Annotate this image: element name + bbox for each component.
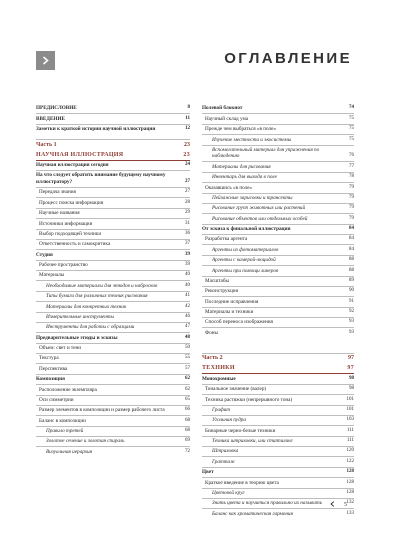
toc-entry[interactable] (36, 385, 190, 395)
toc-entry[interactable] (36, 261, 190, 271)
toc-entry-title: Граттаж (212, 458, 235, 465)
toc-entry-title: ПРЕДИСЛОВИЕ (36, 105, 77, 112)
toc-entry-page: 79 (349, 184, 354, 190)
toc-entry-title: Последние исправления (205, 298, 259, 305)
toc-entry-title: Штриховка (212, 448, 239, 455)
toc-entry[interactable] (36, 344, 190, 354)
toc-left-column (36, 104, 190, 457)
page-title: ОГЛАВЛЕНИЕ (224, 50, 352, 67)
toc-entry-title: Перспектива (39, 365, 68, 372)
toc-entry-page: 47 (185, 324, 190, 330)
toc-entry[interactable] (36, 375, 190, 385)
chapter-tab (36, 51, 55, 70)
toc-entry[interactable] (36, 219, 190, 229)
toc-entry[interactable] (202, 146, 354, 163)
toc-entry[interactable] (36, 114, 190, 124)
toc-entry-title: Монохромные (202, 375, 236, 382)
toc-entry-title: Баланс в композиции (39, 417, 86, 424)
toc-entry-page: 23 (183, 151, 190, 158)
toc-entry[interactable] (36, 104, 190, 114)
toc-entry-title: От эскиза к финальной иллюстрации (202, 226, 291, 233)
toc-entry-page: 68 (185, 428, 190, 434)
toc-entry-title: Визуальная иерархия (46, 448, 93, 455)
toc-entry-title: Материалы для конкретных техник (46, 303, 127, 310)
toc-entry[interactable] (202, 235, 354, 245)
toc-entry-page: 84 (349, 246, 354, 252)
toc-entry-title: Аргенты из фотоматериалов (212, 246, 279, 253)
toc-entry[interactable] (36, 437, 190, 447)
toc-entry-page: 92 (349, 309, 354, 315)
toc-entry-title: Научные названия (39, 210, 80, 217)
toc-part-heading[interactable] (36, 150, 190, 161)
toc-entry[interactable] (202, 328, 354, 337)
toc-entry[interactable] (202, 104, 354, 114)
toc-entry-title: Текстура (39, 355, 59, 362)
toc-entry-page: 79 (349, 215, 354, 221)
toc-entry[interactable] (202, 308, 354, 318)
toc-entry-page: 29 (185, 210, 190, 216)
toc-entry-title: Заметки к краткой истории научной иллюстрации (36, 126, 156, 133)
toc-entry[interactable] (36, 364, 190, 374)
toc-entry[interactable] (36, 416, 190, 426)
toc-entry[interactable] (202, 509, 354, 518)
toc-entry-page: 46 (185, 313, 190, 319)
toc-entry-title: Масштабы (205, 277, 229, 284)
toc-part-heading[interactable] (202, 353, 354, 364)
toc-entry-page: 39 (185, 262, 190, 268)
toc-part-heading[interactable] (36, 139, 190, 150)
toc-entry-title: Реконструкция (205, 288, 238, 295)
toc-entry[interactable] (36, 323, 190, 333)
toc-entry-page: 97 (347, 365, 354, 372)
toc-entry[interactable] (36, 281, 190, 291)
toc-entry-page: 77 (349, 163, 354, 169)
toc-entry[interactable] (202, 277, 354, 287)
toc-entry-title: Аргенты с камерой-люцидой (212, 257, 276, 264)
toc-entry-page: 91 (349, 298, 354, 304)
toc-entry-page: 79 (349, 194, 354, 200)
toc-entry-page: 75 (349, 115, 354, 121)
toc-entry[interactable] (202, 457, 354, 467)
toc-entry[interactable] (202, 114, 354, 124)
toc-entry[interactable] (202, 426, 354, 436)
toc-entry[interactable] (202, 125, 354, 135)
toc-entry-page: 42 (185, 303, 190, 309)
toc-entry-title: Техника растяжки (непрерывного тона) (205, 396, 293, 403)
toc-entry[interactable] (202, 374, 354, 384)
toc-entry[interactable] (202, 297, 354, 307)
toc-entry-page: 39 (185, 251, 190, 257)
toc-entry[interactable] (36, 302, 190, 312)
toc-entry-page: 62 (185, 376, 190, 382)
toc-entry-page: 76 (349, 153, 354, 159)
toc-entry-title: Необходимые материалы для этюдов и набросков (46, 282, 158, 289)
toc-entry-title: Вспомогательный материал для упражнения по наблюдению (212, 146, 320, 160)
toc-entry-page: 93 (349, 319, 354, 325)
toc-entry[interactable] (36, 333, 190, 343)
toc-entry[interactable] (36, 427, 190, 437)
toc-entry-title: Полевой блокнот (202, 105, 243, 112)
toc-entry[interactable] (202, 266, 354, 276)
toc-entry-title: Золотое сечение и золотая спираль (46, 438, 125, 445)
toc-entry-title: Рабочее пространство (39, 262, 88, 269)
toc-entry[interactable] (36, 209, 190, 219)
toc-entry-page: 65 (185, 396, 190, 402)
toc-entry-title: Часть 2 (202, 355, 223, 362)
toc-entry[interactable] (202, 395, 354, 405)
toc-entry[interactable] (36, 406, 190, 416)
toc-entry-title: Научный склад ума (205, 115, 249, 122)
toc-entry-title: Инвентарь для выхода в поле (212, 174, 277, 181)
toc-entry-title: Источники информации (39, 220, 93, 227)
toc-entry-title: Передача знания (39, 189, 76, 196)
toc-entry-title: Объем: свет и тени (39, 345, 82, 352)
toc-entry-page: 37 (185, 241, 190, 247)
toc-entry-title: ВВЕДЕНИЕ (36, 115, 65, 122)
toc-entry-title: НАУЧНАЯ ИЛЛЮСТРАЦИЯ (36, 151, 124, 158)
toc-entry-page: 111 (346, 438, 354, 444)
toc-entry-title: Правило третей (46, 428, 84, 435)
toc-entry-title: Материалы и техники (205, 309, 254, 316)
toc-entry-page: 55 (185, 355, 190, 361)
toc-entry[interactable] (202, 204, 354, 214)
toc-entry-page: 28 (185, 199, 190, 205)
toc-entry[interactable] (36, 271, 190, 281)
toc-entry[interactable] (202, 287, 354, 297)
toc-entry-page: 57 (185, 365, 190, 371)
toc-entry-title: Ответственность и самокритика (39, 241, 111, 248)
toc-entry-title: Изучение местности и экосистемы (212, 136, 292, 143)
toc-entry-page: 88 (349, 257, 354, 263)
toc-entry-page: 103 (346, 417, 354, 423)
toc-entry-page: 75 (349, 126, 354, 132)
toc-entry[interactable] (36, 240, 190, 250)
toc-entry[interactable] (36, 447, 190, 456)
arrow-right-icon (41, 52, 50, 70)
toc-entry-page: 132 (346, 500, 354, 506)
toc-entry-page: 24 (185, 162, 190, 168)
toc-entry-title: Рисование объектов или отдельных особей (212, 215, 308, 222)
toc-entry-page: 27 (185, 179, 190, 185)
toc-entry-page: 50 (185, 345, 190, 351)
toc-entry-page: 97 (348, 355, 354, 362)
toc-entry-title: Материалы для рисования (212, 163, 271, 170)
toc-entry-title: Инструменты для работы с образцами (46, 324, 135, 331)
toc-entry-title: Разработка аргента (205, 236, 248, 243)
toc-entry-page: 40 (185, 272, 190, 278)
toc-entry-page: 72 (185, 448, 190, 454)
toc-entry[interactable] (36, 230, 190, 240)
toc-entry-page: 74 (349, 105, 354, 111)
toc-entry-title: Прежде чем выбраться «в поле» (205, 126, 277, 133)
toc-entry[interactable] (202, 406, 354, 416)
toc-entry-title: Предварительные этюды и эскизы (36, 334, 118, 341)
toc-entry-title: Угольная пудра (212, 417, 246, 424)
toc-entry-title: Знать цвета и научиться правильно их называть (212, 500, 322, 507)
toc-entry-page: 84 (349, 226, 354, 232)
toc-entry-page: 122 (346, 458, 354, 464)
toc-entry-page: 11 (185, 115, 190, 121)
toc-entry[interactable] (36, 292, 190, 302)
toc-entry-page: 66 (185, 407, 190, 413)
toc-entry-page: 8 (187, 105, 190, 111)
toc-entry-title: Материалы (39, 272, 65, 279)
toc-entry-title: Расположение экземпляра (39, 386, 97, 393)
toc-entry[interactable] (202, 256, 354, 266)
toc-entry[interactable] (36, 125, 190, 134)
toc-entry-page: 27 (185, 189, 190, 195)
toc-entry-title: Студия (36, 251, 53, 258)
toc-entry-page: 84 (349, 236, 354, 242)
toc-entry-title: ТЕХНИКИ (202, 365, 235, 372)
toc-entry[interactable] (36, 188, 190, 198)
toc-entry[interactable] (202, 214, 354, 224)
toc-entry[interactable] (36, 313, 190, 323)
toc-entry[interactable] (202, 318, 354, 328)
toc-entry-page: 31 (185, 220, 190, 226)
toc-entry[interactable] (202, 245, 354, 255)
toc-entry[interactable] (202, 194, 354, 204)
toc-entry-page: 79 (349, 205, 354, 211)
toc-entry-title: Пейзажные зарисовки и трансекты (212, 194, 293, 201)
toc-entry-title: Типы бумаги для различных техник рисования (46, 293, 148, 300)
toc-entry-title: Измерительные инструменты (46, 313, 115, 320)
toc-entry-title: Выбор подходящей техники (39, 230, 102, 237)
toc-entry-page: 111 (346, 427, 354, 433)
toc-entry-title: Часть 1 (36, 141, 57, 148)
toc-entry[interactable] (36, 161, 190, 171)
toc-entry[interactable] (36, 396, 190, 406)
toc-entry-page: 69 (185, 438, 190, 444)
page-footer (330, 501, 347, 509)
toc-entry-page: 12 (185, 126, 190, 132)
toc-entry[interactable] (202, 385, 354, 395)
toc-entry[interactable] (202, 437, 354, 447)
toc-entry-page: 78 (349, 174, 354, 180)
toc-entry-title: Баланс как хроматическая гармония (212, 510, 293, 517)
toc-entry-page: 89 (349, 277, 354, 283)
toc-entry[interactable] (202, 447, 354, 457)
toc-entry[interactable] (202, 183, 354, 193)
toc-entry-page: 133 (346, 510, 354, 516)
toc-entry-page: 40 (185, 282, 190, 288)
toc-entry-page: 101 (346, 396, 354, 402)
toc-entry-page: 93 (349, 329, 354, 335)
toc-entry-page: 23 (184, 141, 190, 148)
toc-entry-page: 68 (185, 417, 190, 423)
toc-entry-title: Краткое введение в теорию цвета (205, 479, 279, 486)
toc-entry[interactable] (36, 354, 190, 364)
toc-entry-title: Техника штриховки, или стиппилинг (212, 438, 293, 445)
toc-entry-page: 48 (185, 334, 190, 340)
toc-entry-title: Цветовой круг (212, 489, 245, 496)
toc-entry-page: 98 (349, 386, 354, 392)
toc-entry-title: Способ переноса изображения (205, 319, 273, 326)
toc-entry-page: 88 (349, 267, 354, 273)
toc-entry-page: 75 (349, 136, 354, 142)
toc-entry-page: 90 (349, 288, 354, 294)
chevron-left-icon[interactable] (330, 501, 335, 509)
toc-entry-title: Оказавшись «в поле» (205, 184, 253, 191)
toc-entry[interactable] (202, 478, 354, 488)
toc-entry-title: Аргенты при помощи линеров (212, 267, 279, 274)
toc-right-column (202, 104, 354, 519)
toc-entry[interactable] (202, 468, 354, 478)
page-number: 5 (344, 502, 347, 508)
toc-entry-title: Тональное значение (валер) (205, 386, 267, 393)
toc-entry-page: 120 (346, 448, 354, 454)
toc-entry-page: 41 (185, 293, 190, 299)
toc-entry-title: Размер элементов в композиции и размер рабочего листа (39, 407, 165, 414)
toc-entry-title: Оси симметрии (39, 396, 74, 403)
toc-entry-title: Научная иллюстрация сегодня (36, 162, 109, 169)
toc-entry[interactable] (202, 416, 354, 426)
toc-part-heading[interactable] (202, 364, 354, 375)
toc-entry[interactable] (202, 225, 354, 235)
toc-entry[interactable] (202, 135, 354, 145)
toc-entry-title: Процесс поиска информации (39, 199, 104, 206)
toc-entry[interactable] (36, 250, 190, 260)
toc-entry[interactable] (202, 489, 354, 499)
toc-entry-title: На что следует обратить внимание будущему научному иллюстратору? (36, 172, 166, 186)
toc-entry-page: 128 (346, 489, 354, 495)
toc-entry-title: Композиция (36, 376, 65, 383)
toc-entry-page: 36 (185, 230, 190, 236)
toc-entry-title: Бинарные черно-белые техники (205, 427, 276, 434)
toc-entry-title: Фоны (205, 329, 218, 336)
toc-entry-page: 98 (349, 375, 354, 381)
toc-entry-page: 128 (346, 469, 354, 475)
toc-entry-page: 62 (185, 386, 190, 392)
toc-entry[interactable] (36, 198, 190, 208)
toc-entry-title: Графит (212, 406, 231, 413)
toc-entry[interactable] (36, 171, 190, 188)
toc-entry[interactable] (202, 173, 354, 183)
toc-entry-title: Цвет (202, 469, 214, 476)
toc-entry[interactable] (202, 162, 354, 172)
toc-entry-page: 128 (346, 479, 354, 485)
toc-entry-title: Рисование групп животных или растений (212, 205, 306, 212)
toc-entry-page: 101 (346, 406, 354, 412)
